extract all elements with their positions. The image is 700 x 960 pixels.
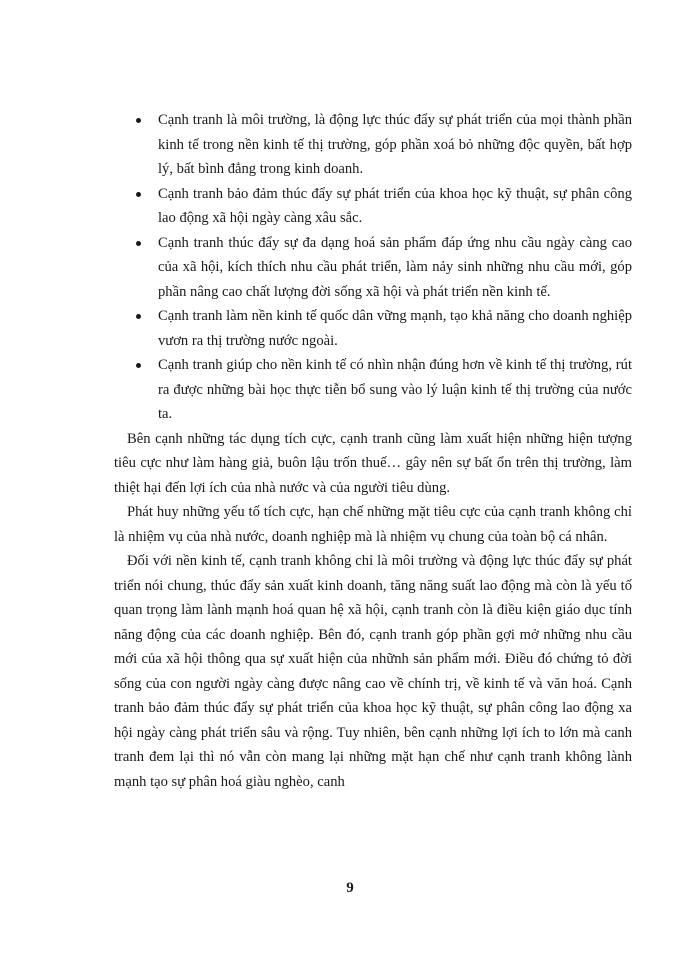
- bullet-text: Cạnh tranh thúc đẩy sự đa dạng hoá sản phẩm đáp ứng nhu cầu ngày càng cao của xã hội, kích thích nhu cầu phát triển, làm nảy sinh những nhu cầu mới, góp phần nâng cao chất lượng đời sống xã hội và phát triển nền kinh tế.: [158, 234, 632, 300]
- paragraph: Phát huy những yếu tố tích cực, hạn chế những mặt tiêu cực của cạnh tranh không chỉ là nhiệm vụ của nhà nước, doanh nghiệp mà là nhiệm vụ chung của toàn bộ cá nhân.: [114, 504, 632, 545]
- bullet-list: [136, 108, 632, 427]
- bullet-text: Cạnh tranh bảo đảm thúc đẩy sự phát triển của khoa học kỹ thuật, sự phân công lao động xã hội ngày càng xâu sắc.: [158, 185, 632, 226]
- body-text: [114, 108, 632, 794]
- paragraph: Bên cạnh những tác dụng tích cực, cạnh tranh cũng làm xuất hiện những hiện tượng tiêu cực như làm hàng giả, buôn lậu trốn thuế… gây nên sự bất ổn trên thị trường, làm thiệt hại đến lợi ích của nhà nước và của người tiêu dùng.: [114, 430, 632, 496]
- paragraph-group: [114, 427, 632, 795]
- bullet-item: [136, 231, 632, 305]
- bullet-text: Cạnh tranh giúp cho nền kinh tế có nhìn nhận đúng hơn về kinh tế thị trường, rút ra được những bài học thực tiễn bổ sung vào lý luận kinh tế thị trường của nước ta.: [158, 357, 632, 422]
- bullet-icon: [136, 363, 141, 368]
- bullet-item: [136, 182, 632, 231]
- bullet-item: [136, 108, 632, 182]
- bullet-item: [136, 353, 632, 427]
- bullet-icon: [136, 192, 141, 197]
- paragraph: Đối với nền kinh tế, cạnh tranh không chỉ là môi trường và động lực thúc đẩy sự phát triển nói chung, thúc đẩy sản xuất kinh doanh, tăng năng suất lao động mà còn là yếu tố quan trọng làm lành mạnh hoá quan hệ xã hội, cạnh tranh còn là điều kiện giáo dục tính năng động của các doanh nghiệp. Bên đó, cạnh tranh góp phần gợi mở những nhu cầu mới của xã hội thông qua sự xuất hiện của nhữnh sản phẩm mới. Điều đó chứng tỏ đời sống của con người ngày càng được nâng cao về chính trị, về kinh tế và văn hoá. Cạnh tranh bảo đảm thúc đẩy sự phát triển của khoa học kỹ thuật, sự phân công lao động xa hội ngày càng phát triển sâu và rộng. Tuy nhiên, bên cạnh những lợi ích to lớn mà canh tranh đem lại thì nó vẫn còn mang lại những mặt hạn chế như cạnh tranh không lành mạnh tạo sự phân hoá giàu nghèo, canh: [114, 553, 632, 790]
- page-number: 9: [346, 880, 354, 896]
- bullet-item: [136, 304, 632, 353]
- bullet-icon: [136, 241, 141, 246]
- bullet-text: Cạnh tranh là môi trường, là động lực thúc đẩy sự phát triển của mọi thành phần kinh tế trong nền kinh tế thị trường, góp phần xoá bỏ những độc quyền, bất hợp lý, bất bình đẳng trong kinh doanh.: [158, 112, 632, 177]
- bullet-text: Cạnh tranh làm nền kinh tế quốc dân vững mạnh, tạo khả năng cho doanh nghiệp vươn ra thị trường nước ngoài.: [158, 308, 632, 349]
- bullet-icon: [136, 118, 141, 123]
- bullet-icon: [136, 314, 141, 319]
